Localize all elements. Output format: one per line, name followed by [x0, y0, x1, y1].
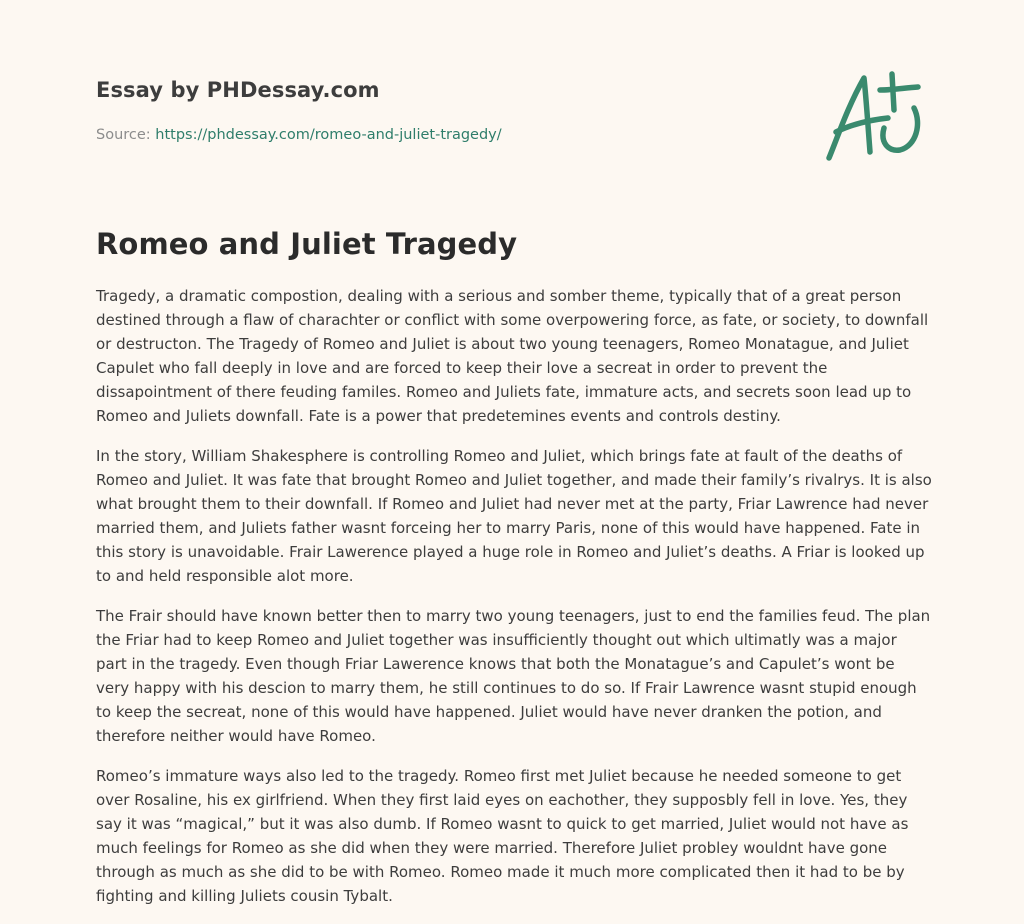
- source-line: [96, 124, 696, 146]
- site-brand: Essay by PHDessay.com: [96, 78, 380, 102]
- source-link[interactable]: https://phdessay.com/romeo-and-juliet-tragedy/: [155, 127, 502, 143]
- essay-body: [96, 284, 932, 924]
- essay-title: Romeo and Juliet Tragedy: [96, 227, 518, 261]
- essay-paragraph: In the story, William Shakesphere is controlling Romeo and Juliet, which brings fate at fault of the deaths of Romeo and Juliet. It was fate that brought Romeo and Juliet together, and made their family’s rivalrys. It is also what brought them to their downfall. If Romeo and Juliet had never met at the party, Friar Lawrence had never married them, and Juliets father wasnt forceing her to marry Paris, none of this would have happened. Fate in this story is unavoidable. Frair Lawerence played a huge role in Romeo and Juliet’s deaths. A Friar is looked up to and held responsible alot more.: [96, 447, 932, 585]
- source-label: Source:: [96, 127, 156, 143]
- essay-paragraph: The Frair should have known better then to marry two young teenagers, just to end the families feud. The plan the Friar had to keep Romeo and Juliet together was insufficiently thought out which ultimatly was a major part in the tragedy. Even though Friar Lawerence knows that both the Monatague’s and Capulet’s wont be very happy with his descion to marry them, he still continues to do so. If Frair Lawrence wasnt stupid enough to keep the secreat, none of this would have happened. Juliet would have never dranken the potion, and therefore neither would have Romeo.: [96, 607, 931, 745]
- essay-header: [96, 74, 696, 146]
- essay-paragraph: Romeo’s immature ways also led to the tragedy. Romeo first met Juliet because he needed someone to get over Rosaline, his ex girlfriend. When they first laid eyes on eachother, they supposbly fell in love. Yes, they say it was “magical,” but it was also dumb. If Romeo wasnt to quick to get married, Juliet would not have as much feelings for Romeo as she did when they were married. Therefore Juliet probley wouldnt have gone through as much as she did to be with Romeo. Romeo made it much more complicated then it had to be by fighting and killing Juliets cousin Tybalt.: [96, 767, 909, 905]
- a-plus-grade-icon: [822, 66, 932, 166]
- essay-paragraph: Tragedy, a dramatic compostion, dealing with a serious and somber theme, typically that of a great person destined through a flaw of charachter or conflict with some overpowering force, as fate, or society, to downfall or destructon. The Tragedy of Romeo and Juliet is about two young teenagers, Romeo Monatague, and Juliet Capulet who fall deeply in love and are forced to keep their love a secreat in order to prevent the dissapointment of there feuding familes. Romeo and Juliets fate, immature acts, and secrets soon lead up to Romeo and Juliets downfall. Fate is a power that predetemines events and controls destiny.: [96, 287, 929, 425]
